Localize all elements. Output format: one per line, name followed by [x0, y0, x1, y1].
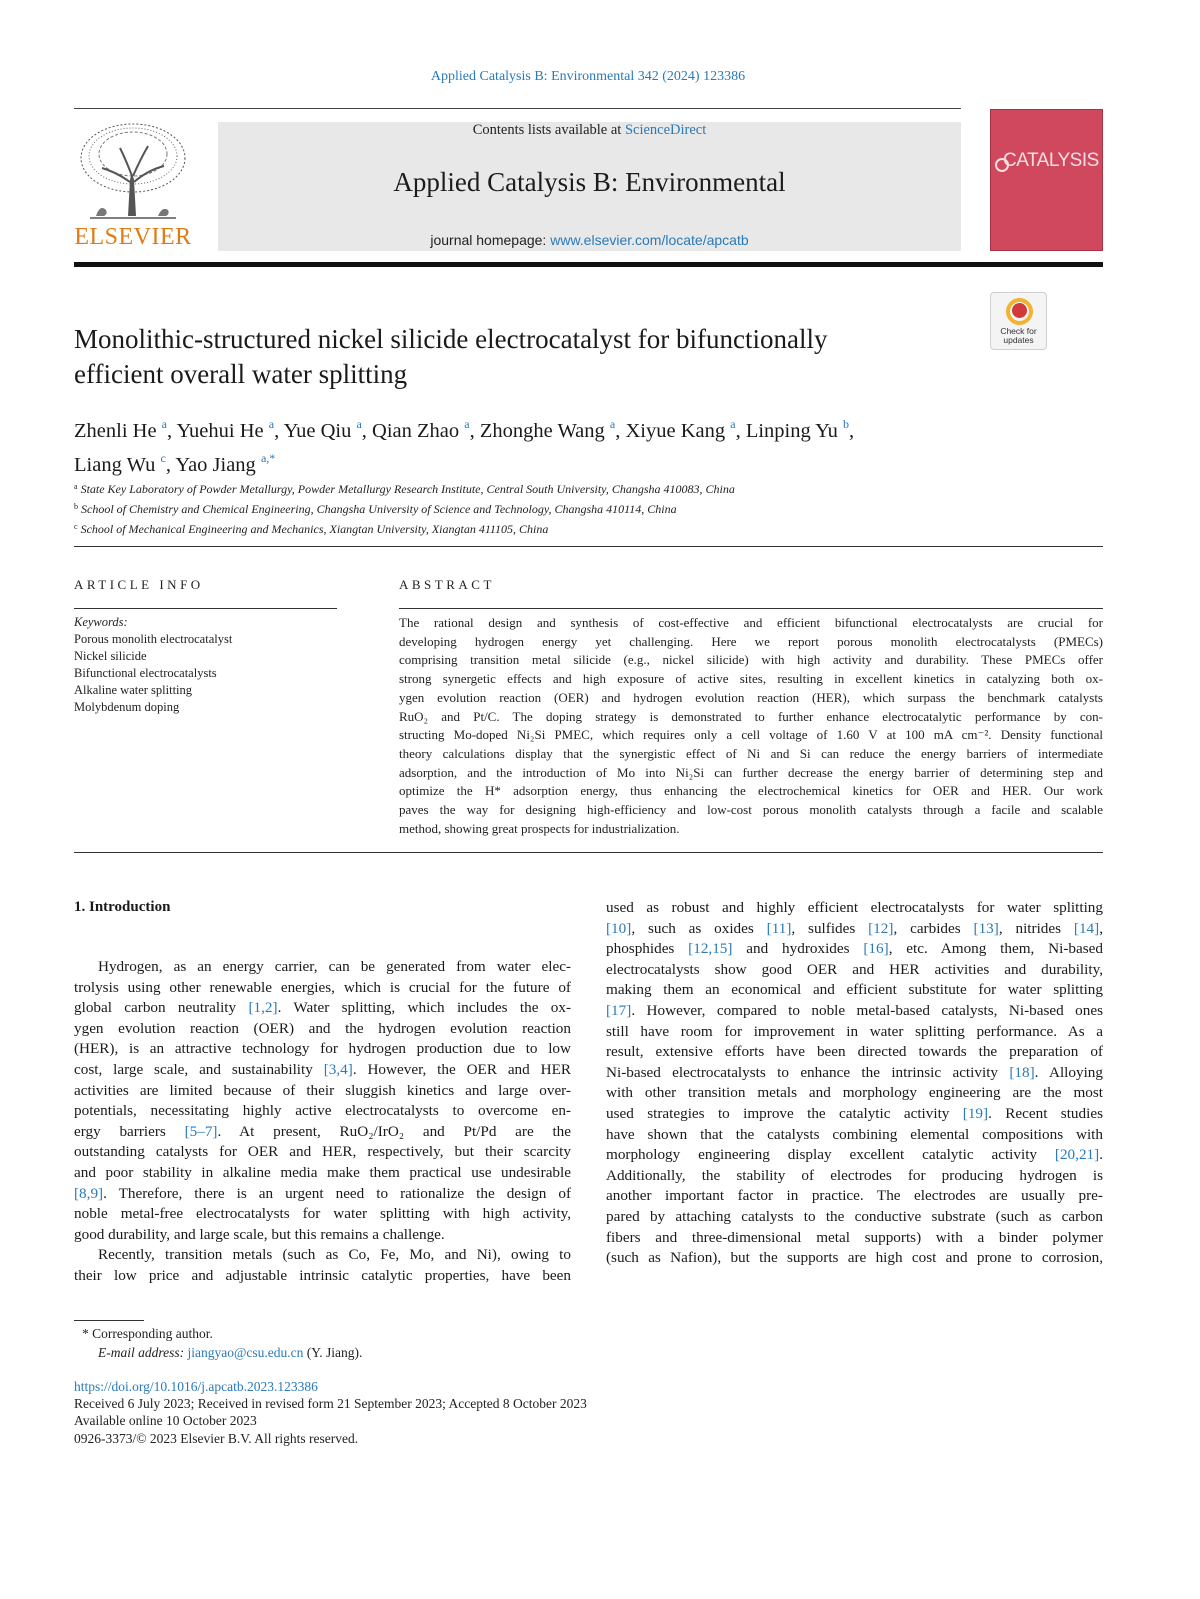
- homepage-prefix: journal homepage:: [430, 232, 551, 248]
- journal-cover-thumbnail[interactable]: [990, 109, 1103, 251]
- body-line: another important factor in practice. The electrodes are usually pre-: [606, 1187, 1103, 1205]
- affiliation-mark: b: [74, 502, 78, 511]
- body-line: [8,9]. Therefore, there is an urgent need to rationalize the design of: [74, 1184, 571, 1202]
- email-link[interactable]: jiangyao@csu.edu.cn: [187, 1345, 304, 1360]
- body-line: with other transition metals and morphology engineering are the most: [606, 1084, 1103, 1102]
- contents-prefix: Contents lists available at: [472, 122, 625, 138]
- body-line: phosphides [12,15] and hydroxides [16], etc. Among them, Ni-based: [606, 940, 1104, 958]
- citation-link[interactable]: [10]: [606, 919, 632, 937]
- keyword: Alkaline water splitting: [74, 683, 193, 697]
- citation-link[interactable]: [12]: [868, 919, 894, 937]
- abstract-line: method, showing great prospects for industrialization.: [399, 820, 680, 836]
- author-name[interactable]: Yuehui He: [176, 420, 264, 442]
- body-line: cost, large scale, and sustainability [3,4]. However, the OER and HER: [74, 1060, 571, 1078]
- author-affiliation-mark[interactable]: c: [160, 451, 166, 465]
- citation-link[interactable]: [13]: [973, 919, 999, 937]
- citation-link[interactable]: [18]: [1009, 1063, 1035, 1081]
- citation-link[interactable]: [8,9]: [74, 1184, 104, 1202]
- email-label: E-mail address:: [98, 1345, 188, 1360]
- body-line: [17]. However, compared to noble metal-based catalysts, Ni-based ones: [606, 1001, 1103, 1019]
- cover-word: CATALYSIS: [1003, 150, 1099, 171]
- available-online: Available online 10 October 2023: [74, 1413, 257, 1429]
- author-name[interactable]: Liang Wu: [74, 454, 156, 476]
- abstract-line: RuO₂ and Pt/C. The doping strategy is demonstrated to further enhance electrocatalytic performance by con-: [399, 708, 1103, 724]
- author-affiliation-mark[interactable]: b: [843, 417, 850, 431]
- abstract-line: strong synergetic effects and high exposure of active sites, resulting in excellent kinetics in catalyzing both ox-: [399, 671, 1103, 687]
- citation-link[interactable]: [17]: [606, 1001, 632, 1019]
- citation-link[interactable]: [12,15]: [688, 940, 733, 958]
- body-line: result, extensive efforts have been directed towards the preparation of: [606, 1043, 1103, 1061]
- body-line: good durability, and large scale, but this remains a challenge.: [74, 1225, 445, 1243]
- email-line: [82, 1343, 362, 1362]
- body-line: pared by attaching catalysts to the conductive substrate (such as carbon: [606, 1207, 1103, 1225]
- body-line: Hydrogen, as an energy carrier, can be generated from water elec-: [98, 958, 571, 975]
- check-updates-line2: updates: [1003, 335, 1034, 345]
- body-line: their low price and adjustable intrinsic catalytic properties, have been: [74, 1266, 571, 1284]
- abstract-header: ABSTRACT: [399, 577, 495, 592]
- authors-line-2: Liang Wu $^c$, Yao Jiang $^{a,*}$: [74, 451, 276, 476]
- journal-title: Applied Catalysis B: Environmental: [393, 167, 786, 197]
- keyword: Molybdenum doping: [74, 700, 180, 714]
- author-name[interactable]: Yao Jiang: [175, 454, 256, 476]
- body-line: have shown that the catalysts combining elemental compositions with: [606, 1125, 1103, 1143]
- article-history: [74, 1378, 587, 1447]
- header-rule: [74, 108, 961, 109]
- affiliation-text: School of Mechanical Engineering and Mechanics, Xiangtan University, Xiangtan 411105, China: [77, 522, 549, 536]
- keywords-label: Keywords:: [74, 615, 128, 629]
- check-for-updates-button[interactable]: [990, 292, 1047, 350]
- body-line: [10], such as oxides [11], sulfides [12], carbides [13], nitrides [14],: [606, 919, 1103, 937]
- body-line: trolysis using other renewable energies, which is crucial for the future of: [74, 978, 571, 996]
- email-suffix: (Y. Jiang).: [303, 1345, 363, 1360]
- elsevier-logo[interactable]: [74, 120, 192, 253]
- affiliation-item: [74, 518, 1074, 538]
- citation-link[interactable]: [1,2]: [248, 999, 278, 1017]
- keywords-block: [74, 614, 354, 716]
- body-line: global carbon neutrality [1,2]. Water splitting, which includes the ox-: [74, 999, 572, 1017]
- article-title: [74, 322, 954, 392]
- body-line: noble metal-free electrocatalysts for water splitting with high activity,: [74, 1205, 571, 1223]
- citation-link[interactable]: [16]: [863, 940, 889, 958]
- affiliation-item: [74, 478, 1074, 498]
- body-column-left: [74, 957, 571, 1287]
- abstract-line: comprising transition metal silicide (e.g., nickel silicide) with high activity and durability. These PMECs offer: [399, 652, 1103, 668]
- journal-banner: [218, 122, 961, 251]
- doi-link[interactable]: https://doi.org/10.1016/j.apcatb.2023.123386: [74, 1379, 318, 1394]
- footnotes: [82, 1324, 362, 1362]
- homepage-link[interactable]: www.elsevier.com/locate/apcatb: [550, 232, 749, 248]
- affiliation-rule: [74, 546, 1103, 547]
- abstract-text: [399, 614, 1103, 838]
- abstract-line: structing Mo-doped Ni₂Si PMEC, which requires only a cell voltage of 1.60 V at 100 mA cm⁻². Density functional: [399, 727, 1103, 743]
- author-affiliation-mark[interactable]: a: [356, 417, 362, 431]
- author-affiliation-mark[interactable]: a: [268, 417, 275, 431]
- body-column-right: [606, 898, 1103, 1269]
- citation-link[interactable]: [19]: [962, 1104, 989, 1122]
- abstract-line: adsorption, and the introduction of Mo into Ni₂Si can further decrease the energy barrier of determining step and: [399, 764, 1103, 780]
- author-affiliation-mark[interactable]: a: [464, 417, 470, 431]
- body-line: Ni-based electrocatalysts to enhance the intrinsic activity [18]. Alloying: [606, 1063, 1103, 1081]
- title-line-2: efficient overall water splitting: [74, 359, 408, 389]
- body-line: (such as Nafion), but the supports are high cost and prone to corrosion,: [606, 1249, 1103, 1267]
- keyword: Porous monolith electrocatalyst: [74, 632, 233, 646]
- title-line-1: Monolithic-structured nickel silicide electrocatalyst for bifunctionally: [74, 324, 828, 354]
- footnote-rule: [74, 1320, 144, 1321]
- affiliation-text: School of Chemistry and Chemical Engineering, Changsha University of Science and Technology, Changsha 410114, China: [78, 502, 677, 516]
- tree-emblem-icon: [76, 120, 190, 224]
- authors-line-1: Zhenli He $^a$, Yuehui He $^a$, Yue Qiu $^a$, Qian Zhao $^a$, Zhonghe Wang $^a$, Xiyue Kang $^a$, Linping Yu $^b$,: [74, 417, 855, 442]
- author-name[interactable]: Linping Yu: [745, 420, 838, 442]
- body-line: outstanding catalysts for OER and HER, respectively, but their scarcity: [74, 1143, 571, 1161]
- keyword: Nickel silicide: [74, 649, 147, 663]
- sciencedirect-link[interactable]: ScienceDirect: [624, 122, 707, 138]
- author-list: [74, 411, 974, 479]
- author-affiliation-mark[interactable]: a: [161, 417, 167, 431]
- elsevier-wordmark: ELSEVIER: [74, 224, 192, 250]
- keyword: Bifunctional electrocatalysts: [74, 666, 217, 680]
- body-line: activities are limited because of their sluggish kinetics and large over-: [74, 1081, 571, 1099]
- author-name[interactable]: Zhenli He: [74, 420, 157, 442]
- author-affiliation-mark[interactable]: a: [609, 417, 616, 431]
- abstract-line: The rational design and synthesis of cost-effective and efficient bifunctional electrocatalysts are crucial for: [399, 615, 1103, 630]
- check-updates-line1: Check for: [1000, 326, 1037, 336]
- body-line: and poor stability in alkaline media make them practical use undesirable: [74, 1163, 571, 1181]
- affiliations: [74, 478, 1074, 538]
- body-line: used strategies to improve the catalytic activity [19]. Recent studies: [606, 1104, 1103, 1122]
- author-affiliation-mark[interactable]: a: [730, 417, 736, 431]
- body-line: fibers and three-dimensional metal supports) with a binder polymer: [606, 1228, 1103, 1246]
- contents-line: [218, 122, 961, 139]
- affiliation-text: State Key Laboratory of Powder Metallurgy, Powder Metallurgy Research Institute, Central South University, Changsha 410083, China: [77, 482, 735, 496]
- introduction-heading: 1. Introduction: [74, 899, 171, 915]
- body-line: used as robust and highly efficient electrocatalysts for water splitting: [606, 899, 1103, 916]
- abstract-line: paves the way for designing high-efficiency and low-cost porous monolith catalysts through a facile and scalable: [399, 802, 1103, 818]
- body-line: ygen evolution reaction (OER) and the hydrogen evolution reaction: [74, 1019, 571, 1037]
- header-thick-rule: [74, 262, 1103, 267]
- citation-link[interactable]: [5–7]: [184, 1122, 218, 1140]
- affiliation-mark: a: [74, 482, 78, 491]
- check-updates-icon: [1006, 298, 1033, 325]
- running-head[interactable]: Applied Catalysis B: Environmental 342 (2024) 123386: [430, 69, 746, 84]
- body-line: morphology engineering display excellent catalytic activity [20,21].: [606, 1146, 1103, 1164]
- journal-homepage: [218, 232, 961, 248]
- author-name[interactable]: Qian Zhao: [372, 420, 460, 442]
- affiliation-mark: c: [74, 522, 78, 531]
- abstract-line: theory calculations display that the synergistic effect of Ni and Si can reduce the energy barriers of intermediate: [399, 745, 1103, 761]
- abstract-line: developing hydrogen energy yet challenging. Here we report porous monolith electrocatalysts (PMECs): [399, 633, 1103, 649]
- affiliation-item: [74, 498, 1074, 518]
- body-line: ergy barriers [5–7]. At present, RuO₂/IrO₂ and Pt/Pd are the: [74, 1122, 571, 1140]
- received-dates: Received 6 July 2023; Received in revised form 21 September 2023; Accepted 8 October 2023: [74, 1396, 587, 1412]
- abstract-bottom-rule: [74, 852, 1103, 853]
- author-name[interactable]: Zhonghe Wang: [479, 420, 605, 442]
- author-name[interactable]: Yue Qiu: [283, 420, 352, 442]
- body-line: Additionally, the stability of electrodes for producing hydrogen is: [606, 1166, 1103, 1184]
- article-info-header: ARTICLE INFO: [74, 577, 204, 592]
- copyright: 0926-3373/© 2023 Elsevier B.V. All rights reserved.: [74, 1430, 359, 1446]
- abstract-line: ygen evolution reaction (OER) and hydrogen evolution reaction (HER), which surpass the benchmark catalysts: [399, 689, 1103, 705]
- corresponding-author-note: * Corresponding author.: [82, 1326, 213, 1341]
- citation-link[interactable]: [3,4]: [323, 1060, 353, 1078]
- citation-link[interactable]: [11]: [766, 919, 792, 937]
- abstract-line: optimize the H* adsorption energy, thus enhancing the electrochemical kinetics for OER and HER. Our work: [399, 783, 1103, 799]
- check-updates-label: [991, 327, 1046, 345]
- article-info-rule: [74, 608, 337, 609]
- abstract-rule: [399, 608, 1103, 609]
- body-line: still have room for improvement in water splitting performance. As a: [606, 1022, 1103, 1040]
- body-line: potentials, necessitating highly active electrocatalysts to overcome en-: [74, 1102, 571, 1120]
- citation-link[interactable]: [14]: [1073, 919, 1100, 937]
- author-name[interactable]: Xiyue Kang: [625, 420, 726, 442]
- body-line: making them an economical and efficient substitute for water splitting: [606, 981, 1103, 999]
- body-line: (HER), is an attractive technology for hydrogen production due to low: [74, 1040, 571, 1058]
- body-line: Recently, transition metals (such as Co, Fe, Mo, and Ni), owing to: [98, 1246, 571, 1264]
- author-affiliation-mark[interactable]: a,*: [260, 451, 276, 465]
- body-line: electrocatalysts show good OER and HER activities and durability,: [606, 960, 1103, 978]
- citation-link[interactable]: [20,21]: [1054, 1146, 1100, 1164]
